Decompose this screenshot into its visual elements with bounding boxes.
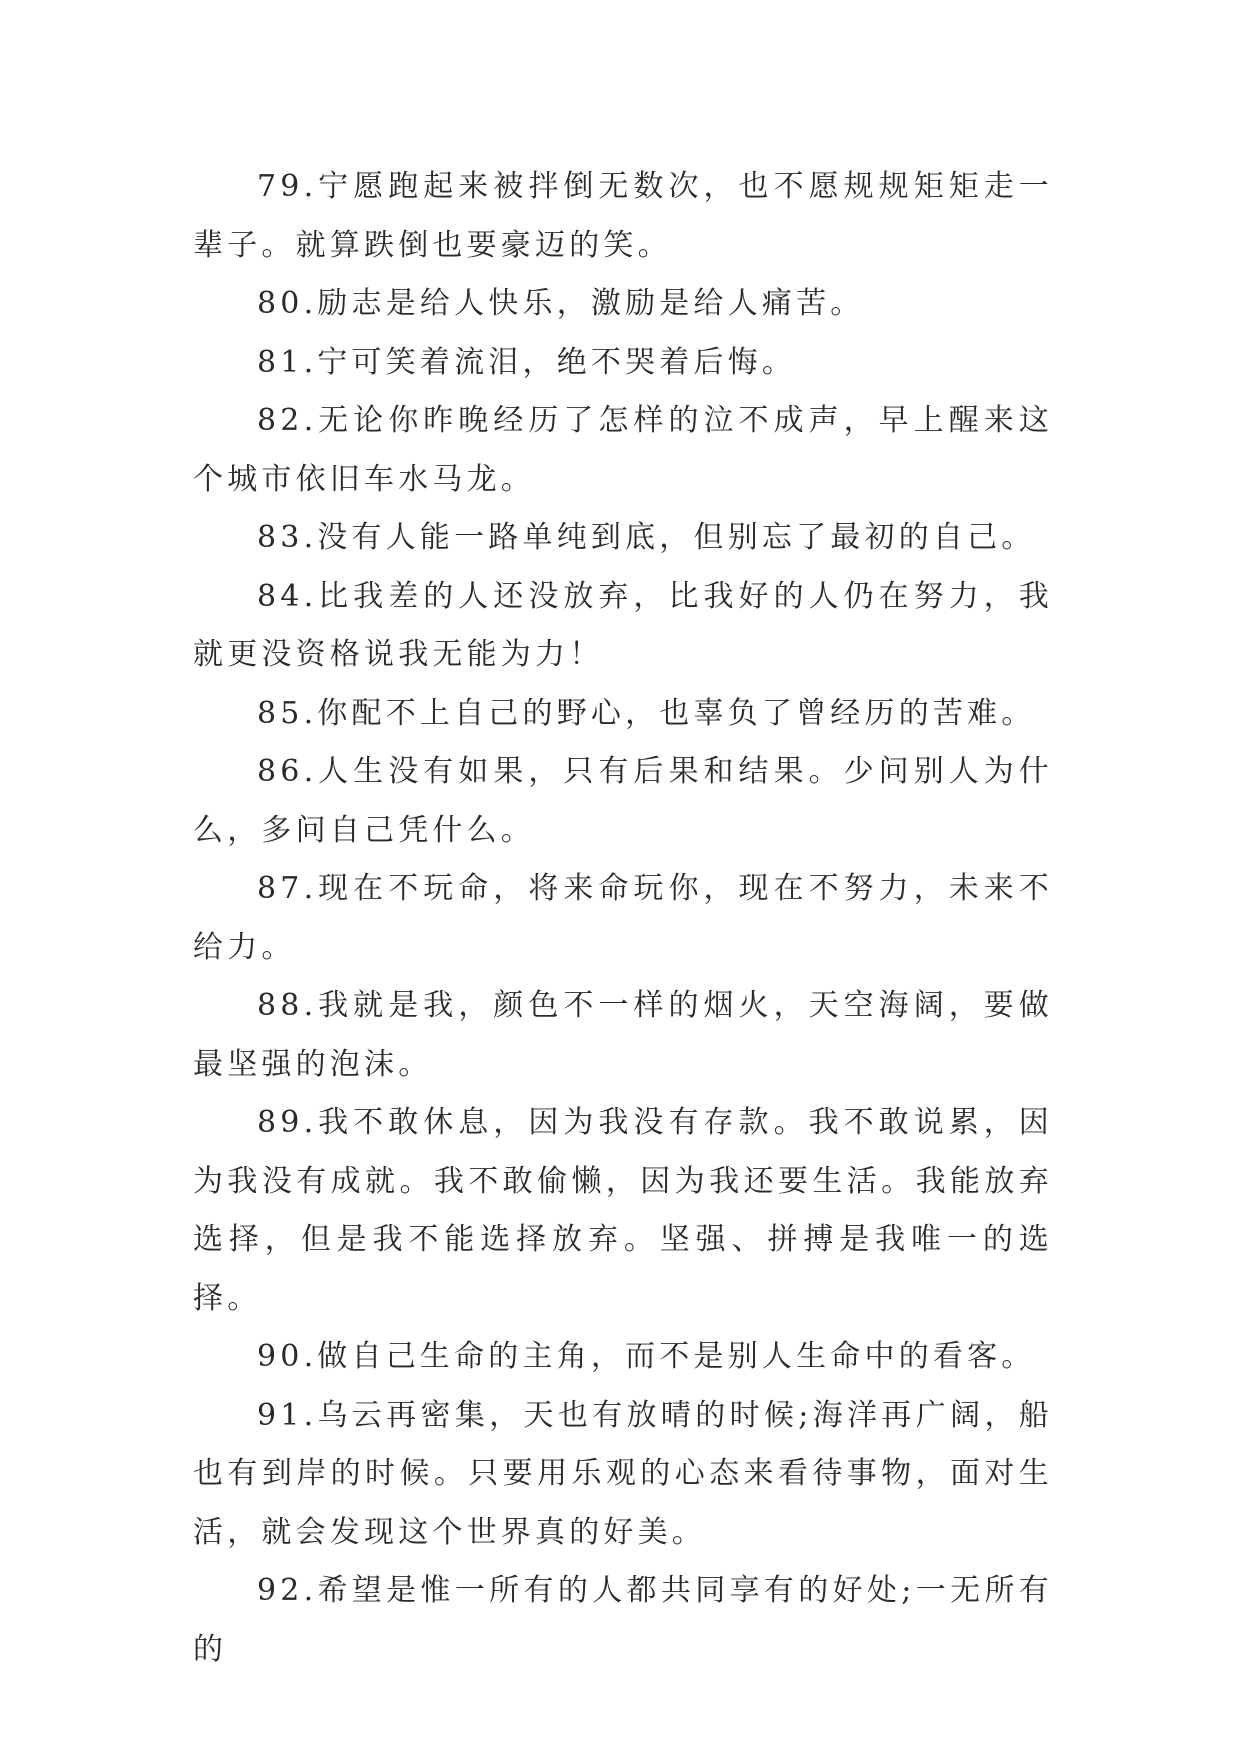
paragraph-92: 92.希望是惟一所有的人都共同享有的好处;一无所有的 xyxy=(193,1573,1053,1667)
paragraph-91: 91.乌云再密集，天也有放晴的时候;海洋再广阔，船也有到岸的时候。只要用乐观的心态来看待事物，面对生活，就会发现这个世界真的好美。 xyxy=(193,1397,1053,1550)
paragraph-84: 84.比我差的人还没放弃，比我好的人仍在努力，我就更没资格说我无能为力！ xyxy=(193,578,1053,672)
paragraph-83: 83.没有人能一路单纯到底，但别忘了最初的自己。 xyxy=(257,520,1036,555)
paragraph-89: 89.我不敢休息，因为我没有存款。我不敢说累，因为我没有成就。我不敢偷懒，因为我还要生活。我能放弃选择，但是我不能选择放弃。坚强、拼搏是我唯一的选择。 xyxy=(193,1105,1053,1316)
paragraph-90: 90.做自己生命的主角，而不是别人生命中的看客。 xyxy=(257,1339,1036,1374)
paragraph-85: 85.你配不上自己的野心，也辜负了曾经历的苦难。 xyxy=(257,695,1036,731)
paragraph-82: 82.无论你昨晚经历了怎样的泣不成声，早上醒来这个城市依旧车水马龙。 xyxy=(193,403,1053,497)
paragraph-88: 88.我就是我，颜色不一样的烟火，天空海阔，要做最坚强的泡沫。 xyxy=(193,988,1053,1082)
paragraph-87: 87.现在不玩命，将来命玩你，现在不努力，未来不给力。 xyxy=(193,871,1053,965)
paragraph-86: 86.人生没有如果，只有后果和结果。少问别人为什么，多问自己凭什么。 xyxy=(193,754,1053,848)
document-body xyxy=(193,158,1053,1679)
paragraph-79: 79.宁愿跑起来被拌倒无数次，也不愿规规矩矩走一辈子。就算跌倒也要豪迈的笑。 xyxy=(193,169,1053,263)
paragraph-81: 81.宁可笑着流泪，绝不哭着后悔。 xyxy=(257,344,797,380)
paragraph-80: 80.励志是给人快乐，激励是给人痛苦。 xyxy=(257,286,865,321)
